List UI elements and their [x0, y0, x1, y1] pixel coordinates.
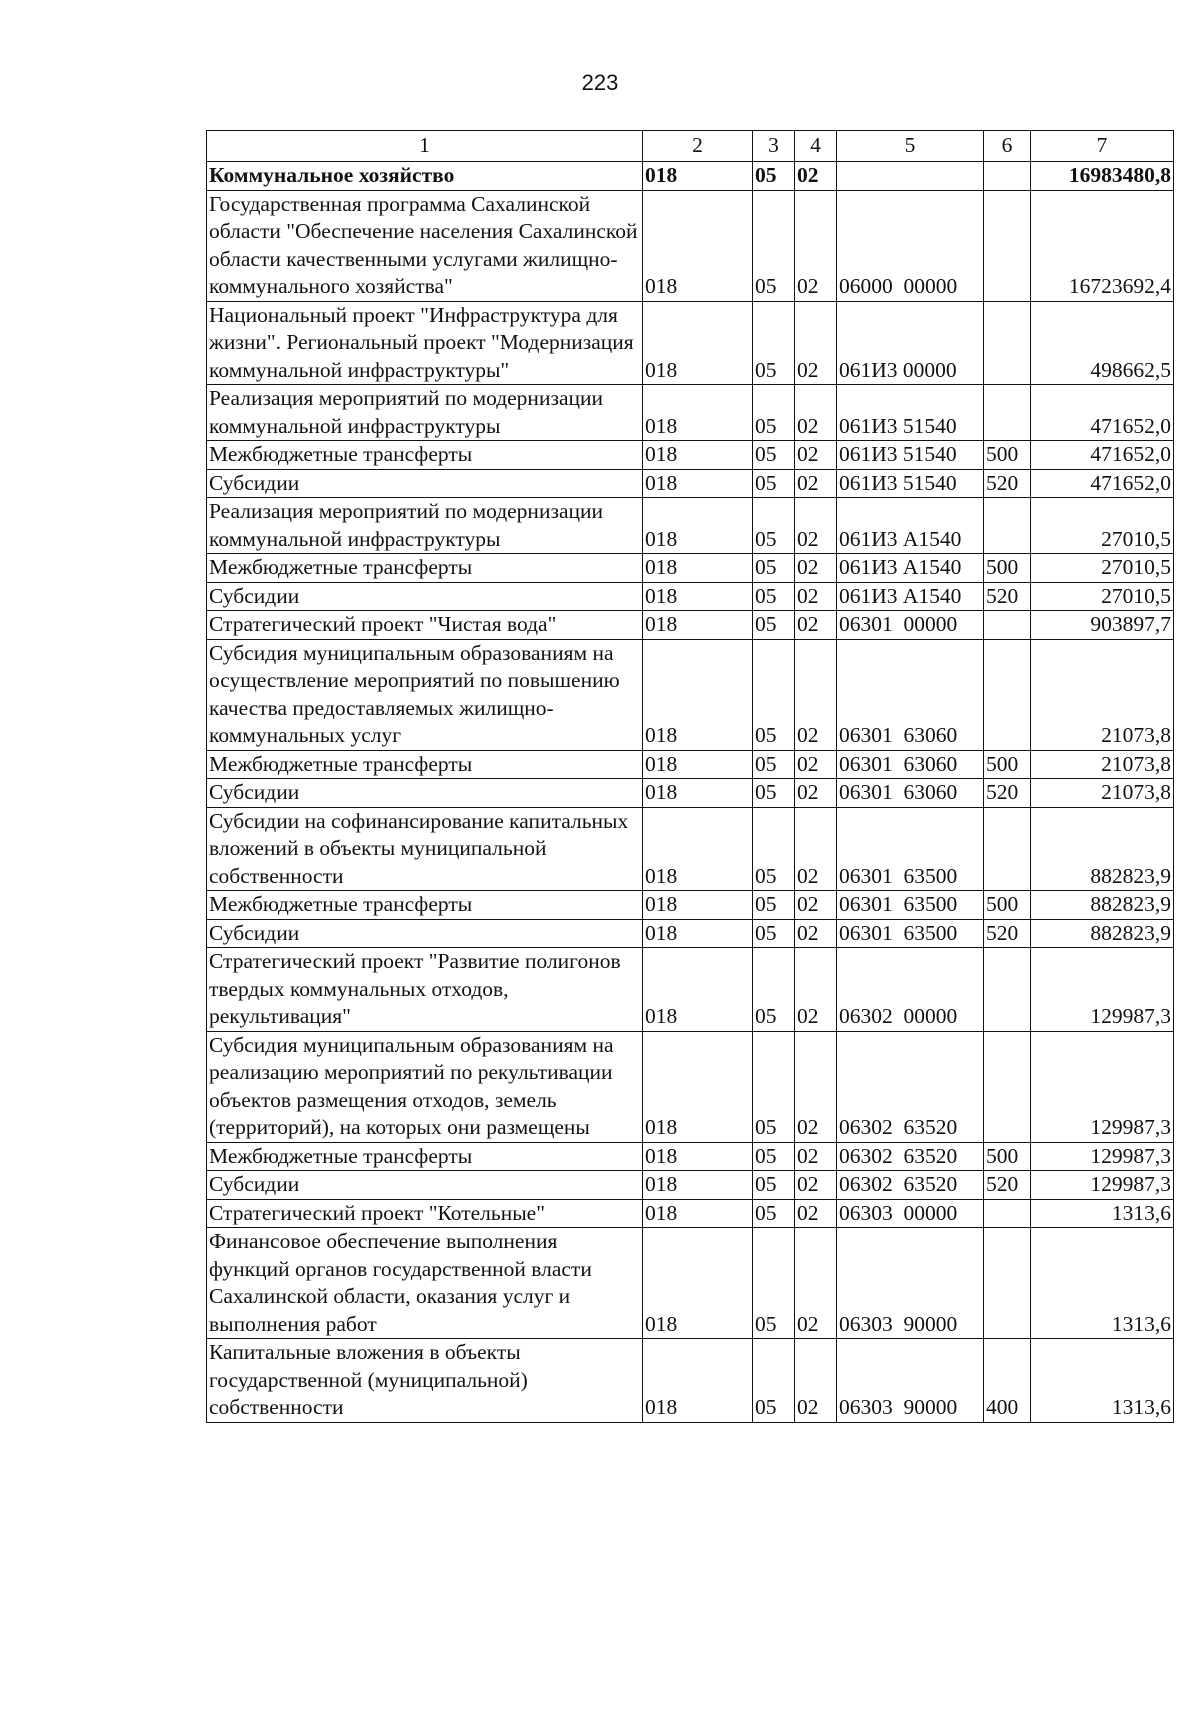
- item-name-cell: Межбюджетные трансферты: [207, 554, 643, 583]
- admin-code-cell: 018: [643, 919, 753, 948]
- column-header: 1: [207, 131, 643, 162]
- admin-code-cell: 018: [643, 1142, 753, 1171]
- expense-type-cell: 520: [984, 582, 1031, 611]
- table-body: [207, 162, 1174, 1423]
- page-number: 223: [581, 70, 619, 95]
- item-name-cell: Межбюджетные трансферты: [207, 750, 643, 779]
- subsection-cell: 02: [795, 1228, 837, 1339]
- amount-cell: 129987,3: [1031, 948, 1174, 1032]
- expense-type-cell: [984, 1228, 1031, 1339]
- expense-type-cell: [984, 1031, 1031, 1142]
- table-row: [207, 1339, 1174, 1423]
- column-header: 2: [643, 131, 753, 162]
- table-row: [207, 891, 1174, 920]
- amount-cell: 471652,0: [1031, 441, 1174, 470]
- column-header: 4: [795, 131, 837, 162]
- section-cell: 05: [753, 948, 795, 1032]
- expense-type-cell: [984, 498, 1031, 554]
- item-name-cell: Межбюджетные трансферты: [207, 441, 643, 470]
- amount-cell: 471652,0: [1031, 469, 1174, 498]
- subsection-cell: 02: [795, 1199, 837, 1228]
- subsection-cell: 02: [795, 469, 837, 498]
- column-header: 6: [984, 131, 1031, 162]
- table-row: [207, 301, 1174, 385]
- item-name-cell: Межбюджетные трансферты: [207, 1142, 643, 1171]
- item-name-cell: Субсидия муниципальным образованиям на осуществление мероприятий по повышению качества предоставляемых жилищно-коммунальных услуг: [207, 639, 643, 750]
- item-name-cell: Субсидии: [207, 1171, 643, 1200]
- table-header: [207, 131, 1174, 162]
- section-cell: 05: [753, 1142, 795, 1171]
- section-cell: 05: [753, 1228, 795, 1339]
- item-name-cell: Национальный проект "Инфраструктура для жизни". Региональный проект "Модернизация коммунальной инфраструктуры": [207, 301, 643, 385]
- table-row: [207, 1142, 1174, 1171]
- amount-cell: 16723692,4: [1031, 190, 1174, 301]
- item-name-cell: Субсидии: [207, 919, 643, 948]
- amount-cell: 498662,5: [1031, 301, 1174, 385]
- amount-cell: 1313,6: [1031, 1199, 1174, 1228]
- subsection-cell: 02: [795, 162, 837, 191]
- item-name-cell: Государственная программа Сахалинской области "Обеспечение населения Сахалинской области качественными услугами жилищно-коммунального хозяйства": [207, 190, 643, 301]
- section-cell: 05: [753, 554, 795, 583]
- amount-cell: 21073,8: [1031, 779, 1174, 808]
- amount-cell: 882823,9: [1031, 919, 1174, 948]
- admin-code-cell: 018: [643, 1199, 753, 1228]
- target-article-cell: 06301 63500: [837, 891, 984, 920]
- table-row: [207, 639, 1174, 750]
- table-row: [207, 162, 1174, 191]
- item-name-cell: Капитальные вложения в объекты государственной (муниципальной) собственности: [207, 1339, 643, 1423]
- target-article-cell: 06301 63060: [837, 639, 984, 750]
- admin-code-cell: 018: [643, 554, 753, 583]
- amount-cell: 903897,7: [1031, 611, 1174, 640]
- amount-cell: 16983480,8: [1031, 162, 1174, 191]
- section-cell: 05: [753, 1031, 795, 1142]
- table-row: [207, 807, 1174, 891]
- subsection-cell: 02: [795, 807, 837, 891]
- section-cell: 05: [753, 891, 795, 920]
- target-article-cell: 061И3 А1540: [837, 582, 984, 611]
- section-cell: 05: [753, 779, 795, 808]
- item-name-cell: Коммунальное хозяйство: [207, 162, 643, 191]
- target-article-cell: 061И3 51540: [837, 469, 984, 498]
- admin-code-cell: 018: [643, 301, 753, 385]
- expense-type-cell: 500: [984, 750, 1031, 779]
- expense-type-cell: [984, 611, 1031, 640]
- item-name-cell: Реализация мероприятий по модернизации коммунальной инфраструктуры: [207, 498, 643, 554]
- table-row: [207, 611, 1174, 640]
- item-name-cell: Межбюджетные трансферты: [207, 891, 643, 920]
- subsection-cell: 02: [795, 582, 837, 611]
- item-name-cell: Стратегический проект "Котельные": [207, 1199, 643, 1228]
- amount-cell: 129987,3: [1031, 1142, 1174, 1171]
- section-cell: 05: [753, 750, 795, 779]
- target-article-cell: 061И3 А1540: [837, 498, 984, 554]
- expense-type-cell: [984, 301, 1031, 385]
- expense-type-cell: [984, 639, 1031, 750]
- table-row: [207, 385, 1174, 441]
- amount-cell: 129987,3: [1031, 1031, 1174, 1142]
- column-header: 3: [753, 131, 795, 162]
- table-row: [207, 190, 1174, 301]
- expense-type-cell: 520: [984, 469, 1031, 498]
- admin-code-cell: 018: [643, 779, 753, 808]
- amount-cell: 27010,5: [1031, 554, 1174, 583]
- expense-type-cell: 500: [984, 441, 1031, 470]
- section-cell: 05: [753, 611, 795, 640]
- subsection-cell: 02: [795, 1031, 837, 1142]
- table-row: [207, 582, 1174, 611]
- admin-code-cell: 018: [643, 190, 753, 301]
- expense-type-cell: [984, 385, 1031, 441]
- expense-type-cell: 520: [984, 1171, 1031, 1200]
- subsection-cell: 02: [795, 1142, 837, 1171]
- subsection-cell: 02: [795, 611, 837, 640]
- expense-type-cell: 500: [984, 1142, 1031, 1171]
- admin-code-cell: 018: [643, 469, 753, 498]
- subsection-cell: 02: [795, 750, 837, 779]
- expense-type-cell: 500: [984, 554, 1031, 583]
- section-cell: 05: [753, 162, 795, 191]
- amount-cell: 129987,3: [1031, 1171, 1174, 1200]
- subsection-cell: 02: [795, 441, 837, 470]
- item-name-cell: Финансовое обеспечение выполнения функций органов государственной власти Сахалинской области, оказания услуг и выполнения работ: [207, 1228, 643, 1339]
- amount-cell: 27010,5: [1031, 498, 1174, 554]
- target-article-cell: 061И3 51540: [837, 441, 984, 470]
- amount-cell: 1313,6: [1031, 1228, 1174, 1339]
- amount-cell: 471652,0: [1031, 385, 1174, 441]
- amount-cell: 1313,6: [1031, 1339, 1174, 1423]
- section-cell: 05: [753, 441, 795, 470]
- target-article-cell: 061И3 00000: [837, 301, 984, 385]
- expense-type-cell: 500: [984, 891, 1031, 920]
- subsection-cell: 02: [795, 948, 837, 1032]
- subsection-cell: 02: [795, 385, 837, 441]
- target-article-cell: 06303 00000: [837, 1199, 984, 1228]
- item-name-cell: Субсидии на софинансирование капитальных вложений в объекты муниципальной собственности: [207, 807, 643, 891]
- expense-type-cell: [984, 807, 1031, 891]
- subsection-cell: 02: [795, 891, 837, 920]
- section-cell: 05: [753, 639, 795, 750]
- item-name-cell: Субсидия муниципальным образованиям на реализацию мероприятий по рекультивации объектов размещения отходов, земель (территорий), на которых они размещены: [207, 1031, 643, 1142]
- table-row: [207, 469, 1174, 498]
- amount-cell: 882823,9: [1031, 807, 1174, 891]
- expense-type-cell: [984, 948, 1031, 1032]
- target-article-cell: 06000 00000: [837, 190, 984, 301]
- item-name-cell: Субсидии: [207, 582, 643, 611]
- section-cell: 05: [753, 498, 795, 554]
- target-article-cell: 06302 63520: [837, 1031, 984, 1142]
- budget-table: [206, 130, 1174, 1423]
- item-name-cell: Стратегический проект "Чистая вода": [207, 611, 643, 640]
- admin-code-cell: 018: [643, 1171, 753, 1200]
- amount-cell: 21073,8: [1031, 639, 1174, 750]
- target-article-cell: 061И3 А1540: [837, 554, 984, 583]
- subsection-cell: 02: [795, 1171, 837, 1200]
- table-row: [207, 1171, 1174, 1200]
- table-row: [207, 1228, 1174, 1339]
- target-article-cell: 06302 00000: [837, 948, 984, 1032]
- section-cell: 05: [753, 919, 795, 948]
- subsection-cell: 02: [795, 301, 837, 385]
- expense-type-cell: 520: [984, 779, 1031, 808]
- target-article-cell: 06301 63060: [837, 779, 984, 808]
- table-row: [207, 948, 1174, 1032]
- target-article-cell: 06302 63520: [837, 1142, 984, 1171]
- admin-code-cell: 018: [643, 162, 753, 191]
- admin-code-cell: 018: [643, 807, 753, 891]
- table-row: [207, 441, 1174, 470]
- section-cell: 05: [753, 1199, 795, 1228]
- admin-code-cell: 018: [643, 948, 753, 1032]
- admin-code-cell: 018: [643, 1228, 753, 1339]
- table-row: [207, 1199, 1174, 1228]
- expense-type-cell: [984, 1199, 1031, 1228]
- subsection-cell: 02: [795, 779, 837, 808]
- amount-cell: 27010,5: [1031, 582, 1174, 611]
- amount-cell: 21073,8: [1031, 750, 1174, 779]
- admin-code-cell: 018: [643, 1339, 753, 1423]
- target-article-cell: 06301 00000: [837, 611, 984, 640]
- expense-type-cell: 400: [984, 1339, 1031, 1423]
- admin-code-cell: 018: [643, 639, 753, 750]
- section-cell: 05: [753, 1339, 795, 1423]
- subsection-cell: 02: [795, 498, 837, 554]
- admin-code-cell: 018: [643, 441, 753, 470]
- item-name-cell: Субсидии: [207, 469, 643, 498]
- section-cell: 05: [753, 1171, 795, 1200]
- target-article-cell: 06301 63500: [837, 807, 984, 891]
- table-row: [207, 919, 1174, 948]
- admin-code-cell: 018: [643, 750, 753, 779]
- subsection-cell: 02: [795, 919, 837, 948]
- header-row: [207, 131, 1174, 162]
- item-name-cell: Реализация мероприятий по модернизации коммунальной инфраструктуры: [207, 385, 643, 441]
- admin-code-cell: 018: [643, 498, 753, 554]
- target-article-cell: 06302 63520: [837, 1171, 984, 1200]
- table-row: [207, 750, 1174, 779]
- target-article-cell: 06301 63500: [837, 919, 984, 948]
- admin-code-cell: 018: [643, 891, 753, 920]
- subsection-cell: 02: [795, 190, 837, 301]
- expense-type-cell: 520: [984, 919, 1031, 948]
- subsection-cell: 02: [795, 554, 837, 583]
- section-cell: 05: [753, 469, 795, 498]
- section-cell: 05: [753, 190, 795, 301]
- subsection-cell: 02: [795, 1339, 837, 1423]
- section-cell: 05: [753, 385, 795, 441]
- target-article-cell: [837, 162, 984, 191]
- section-cell: 05: [753, 301, 795, 385]
- table-row: [207, 498, 1174, 554]
- target-article-cell: 061И3 51540: [837, 385, 984, 441]
- table-row: [207, 554, 1174, 583]
- item-name-cell: Стратегический проект "Развитие полигонов твердых коммунальных отходов, рекультивация": [207, 948, 643, 1032]
- table-row: [207, 1031, 1174, 1142]
- expense-type-cell: [984, 190, 1031, 301]
- table-row: [207, 779, 1174, 808]
- column-header: 5: [837, 131, 984, 162]
- target-article-cell: 06303 90000: [837, 1228, 984, 1339]
- item-name-cell: Субсидии: [207, 779, 643, 808]
- section-cell: 05: [753, 807, 795, 891]
- expense-type-cell: [984, 162, 1031, 191]
- admin-code-cell: 018: [643, 611, 753, 640]
- target-article-cell: 06303 90000: [837, 1339, 984, 1423]
- admin-code-cell: 018: [643, 582, 753, 611]
- column-header: 7: [1031, 131, 1174, 162]
- admin-code-cell: 018: [643, 385, 753, 441]
- admin-code-cell: 018: [643, 1031, 753, 1142]
- amount-cell: 882823,9: [1031, 891, 1174, 920]
- section-cell: 05: [753, 582, 795, 611]
- subsection-cell: 02: [795, 639, 837, 750]
- target-article-cell: 06301 63060: [837, 750, 984, 779]
